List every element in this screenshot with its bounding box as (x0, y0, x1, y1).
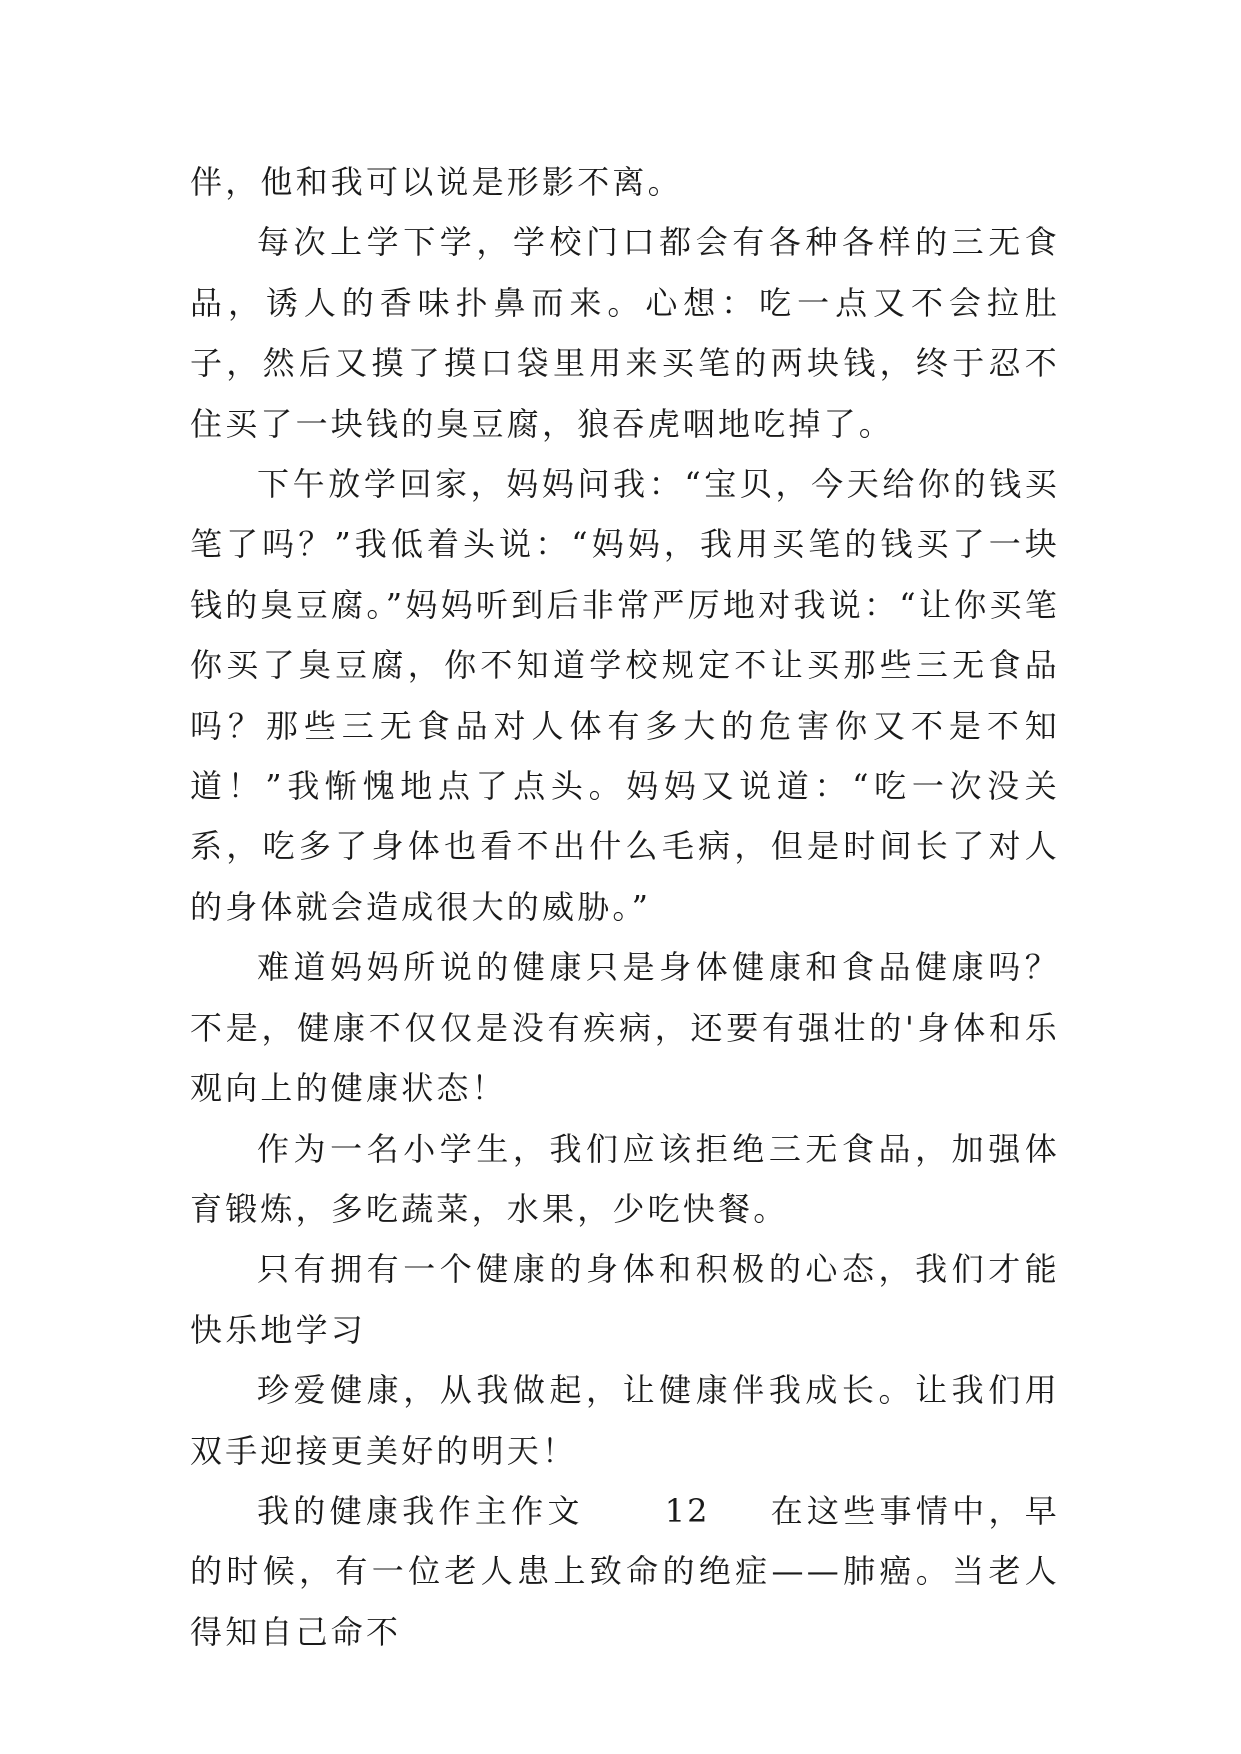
paragraph-essay-12 (190, 1481, 1060, 1662)
paragraph-continued: 伴，他和我可以说是形影不离。 (190, 163, 683, 201)
paragraph-student-duty: 作为一名小学生，我们应该拒绝三无食品，加强体育锻炼，多吃蔬菜，水果，少吃快餐。 (190, 1129, 1060, 1228)
essay-text: 在这些事情中，早的时候，有一位老人患上致命的绝症——肺癌。当老人得知自己命不 (190, 1491, 1060, 1651)
paragraph-mother-dialogue: 下午放学回家，妈妈问我：“宝贝，今天给你的钱买笔了吗？”我低着头说：“妈妈，我用买笔的钱买了一块钱的臭豆腐。”妈妈听到后非常严厉地对我说：“让你买笔你买了臭豆腐，你不知道学校规定不让买那些三无食品吗？那些三无食品对人体有多大的危害你又不是不知道！”我惭愧地点了点头。妈妈又说道：“吃一次没关系，吃多了身体也看不出什么毛病，但是时间长了对人的身体就会造成很大的威胁。” (190, 465, 1060, 926)
essay-number: 12 (664, 1491, 710, 1530)
paragraph-cherish-health: 珍爱健康，从我做起，让健康伴我成长。让我们用双手迎接更美好的明天！ (190, 1371, 1060, 1470)
body-text (190, 152, 1060, 1662)
paragraph-snacks: 每次上学下学，学校门口都会有各种各样的三无食品，诱人的香味扑鼻而来。心想：吃一点又不会拉肚子，然后又摸了摸口袋里用来买笔的两块钱，终于忍不住买了一块钱的臭豆腐，狼吞虎咽地吃掉了。 (190, 223, 1060, 443)
paragraph-health-meaning: 难道妈妈所说的健康只是身体健康和食品健康吗？不是，健康不仅仅是没有疾病，还要有强壮的'身体和乐观向上的健康状态！ (190, 948, 1060, 1108)
paragraph-happy-study: 只有拥有一个健康的身体和积极的心态，我们才能快乐地学习 (190, 1250, 1060, 1349)
essay-title: 我的健康我作主作文 (257, 1491, 584, 1530)
